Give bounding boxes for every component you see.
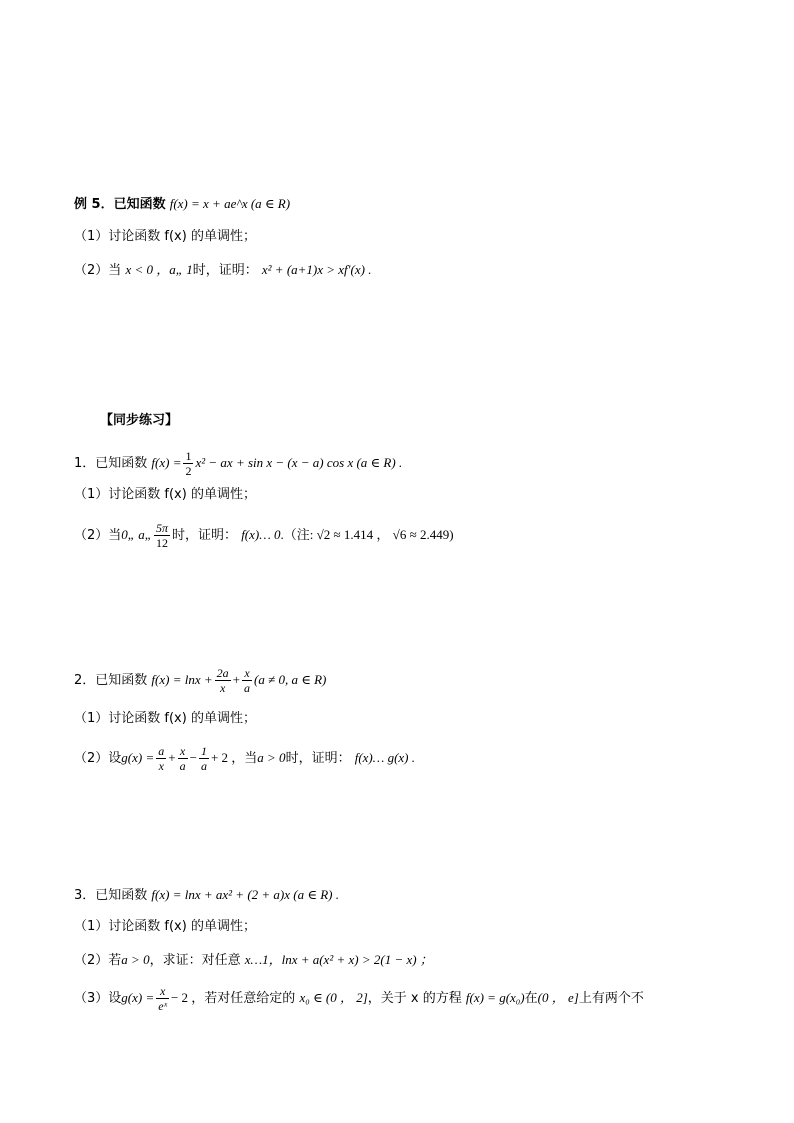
question-text: 若	[108, 953, 122, 968]
proof-formula: f(x)… 0	[241, 527, 281, 542]
problem1-q2	[74, 520, 454, 551]
fraction-denominator: eˣ	[158, 999, 167, 1013]
question-number: （2）	[74, 528, 109, 543]
condition-formula: a > 0	[121, 952, 150, 967]
formula-part: g(x) =	[121, 990, 155, 1005]
fraction-one-half	[183, 449, 193, 478]
condition-formula: a > 0	[257, 750, 286, 765]
equation-formula: f(x) = g(x₀)	[465, 990, 525, 1005]
proof-formula: ，lnx + a(x² + x) > 2(1 − x) ；	[268, 952, 433, 967]
fraction-a-x	[156, 744, 166, 773]
question-text: 在	[524, 991, 538, 1006]
example5-label: 例 5．已知函数	[74, 197, 166, 212]
problem2-q1	[74, 711, 256, 727]
question-text: ，关于 x 的方程	[367, 991, 462, 1006]
question-text: 讨论函数 f(x) 的单调性；	[108, 711, 256, 726]
question-number: （2）	[74, 953, 109, 968]
question-text: 设	[108, 751, 122, 766]
condition-formula: x < 0 ，a„ 1	[125, 262, 193, 277]
formula-part: − 2 ，若对任意给定的	[170, 990, 296, 1005]
fraction-numerator: x	[159, 984, 166, 998]
problem1-q1	[74, 487, 256, 503]
fraction-numerator: a	[158, 744, 165, 758]
problem-number: 1．已知函数	[74, 456, 148, 471]
formula-part: + 2 ，当	[210, 750, 258, 765]
question-text: 讨论函数 f(x) 的单调性；	[108, 229, 256, 244]
fraction-numerator: 1	[200, 744, 207, 758]
proof-formula: f(x)… g(x) .	[354, 750, 415, 765]
question-text: 当	[108, 263, 122, 278]
fraction-2a-x	[215, 666, 231, 695]
operator: −	[189, 750, 197, 765]
fraction-denominator: 2	[185, 464, 192, 478]
fraction-denominator: 12	[154, 535, 170, 550]
question-number: （3）	[74, 991, 109, 1006]
question-text: 设	[108, 991, 122, 1006]
problem3-q3	[74, 983, 644, 1014]
problem2-q2	[74, 743, 415, 774]
problem-number: 3．已知函数	[74, 888, 148, 903]
section-title: 【同步练习】	[100, 413, 179, 428]
problem3-title	[74, 887, 339, 904]
question-text: 上有两个不	[578, 991, 644, 1006]
example5-formula: f(x) = x + ae^x (a ∈ R)	[169, 196, 291, 211]
question-text: 讨论函数 f(x) 的单调性；	[108, 919, 256, 934]
question-number: （1）	[74, 487, 109, 502]
formula-part: x² − ax + sin x − (x − a) cos x (a ∈ R) .	[195, 455, 403, 470]
operator: +	[168, 750, 176, 765]
condition-formula: 0„ a„	[121, 527, 153, 542]
example5-q1	[74, 229, 256, 245]
problem3-q1	[74, 919, 256, 935]
fraction-1-a	[199, 744, 209, 773]
fraction-numerator: 2a	[216, 666, 229, 680]
problem-number: 2．已知函数	[74, 673, 148, 688]
question-text: 时，证明：	[172, 528, 238, 543]
proof-formula: x² + (a+1)x > xf′(x) .	[261, 262, 372, 277]
example5-q2	[74, 262, 371, 279]
problem2-title	[74, 665, 326, 696]
problem1-title	[74, 448, 402, 479]
question-number: （2）	[74, 263, 109, 278]
question-text: ，求证：对任意	[149, 953, 241, 968]
fraction-denominator: x	[215, 680, 231, 695]
fraction-denominator: a	[243, 681, 250, 695]
question-text: 讨论函数 f(x) 的单调性；	[108, 487, 256, 502]
question-text: 当	[108, 528, 122, 543]
fraction-numerator: x	[244, 666, 250, 680]
interval-formula: (0 ， e]	[537, 990, 579, 1005]
question-number: （1）	[74, 229, 109, 244]
question-number: （1）	[74, 919, 109, 934]
question-number: （1）	[74, 711, 109, 726]
problem3-q2	[74, 952, 433, 969]
fraction-denominator: a	[200, 759, 207, 773]
formula-part: g(x) =	[121, 750, 155, 765]
question-text: 时，证明：	[285, 751, 351, 766]
fraction-x-a	[242, 666, 252, 695]
formula-part: f(x) =	[151, 455, 182, 470]
example5-title	[74, 196, 290, 213]
fraction-5pi-12	[154, 521, 170, 550]
condition-formula: x₀ ∈ (0 ， 2]	[299, 990, 368, 1005]
operator: +	[232, 672, 240, 687]
condition-formula: x…1	[244, 952, 269, 967]
fraction-denominator: x	[156, 758, 166, 773]
question-number: （2）	[74, 751, 109, 766]
formula-part: f(x) = lnx +	[151, 672, 213, 687]
note-text: .（注: √2 ≈ 1.414 ， √6 ≈ 2.449)	[280, 527, 454, 542]
fraction-x-ex	[156, 984, 169, 1013]
fraction-x-a	[178, 744, 188, 773]
fraction-numerator: 5π	[156, 521, 169, 535]
fraction-numerator: x	[179, 744, 186, 758]
fraction-denominator: a	[179, 759, 186, 773]
formula-part: (a ≠ 0, a ∈ R)	[253, 672, 327, 687]
fraction-numerator: 1	[185, 449, 192, 463]
formula-part: f(x) = lnx + ax² + (2 + a)x (a ∈ R) .	[151, 887, 340, 902]
question-text: 时，证明：	[192, 263, 258, 278]
